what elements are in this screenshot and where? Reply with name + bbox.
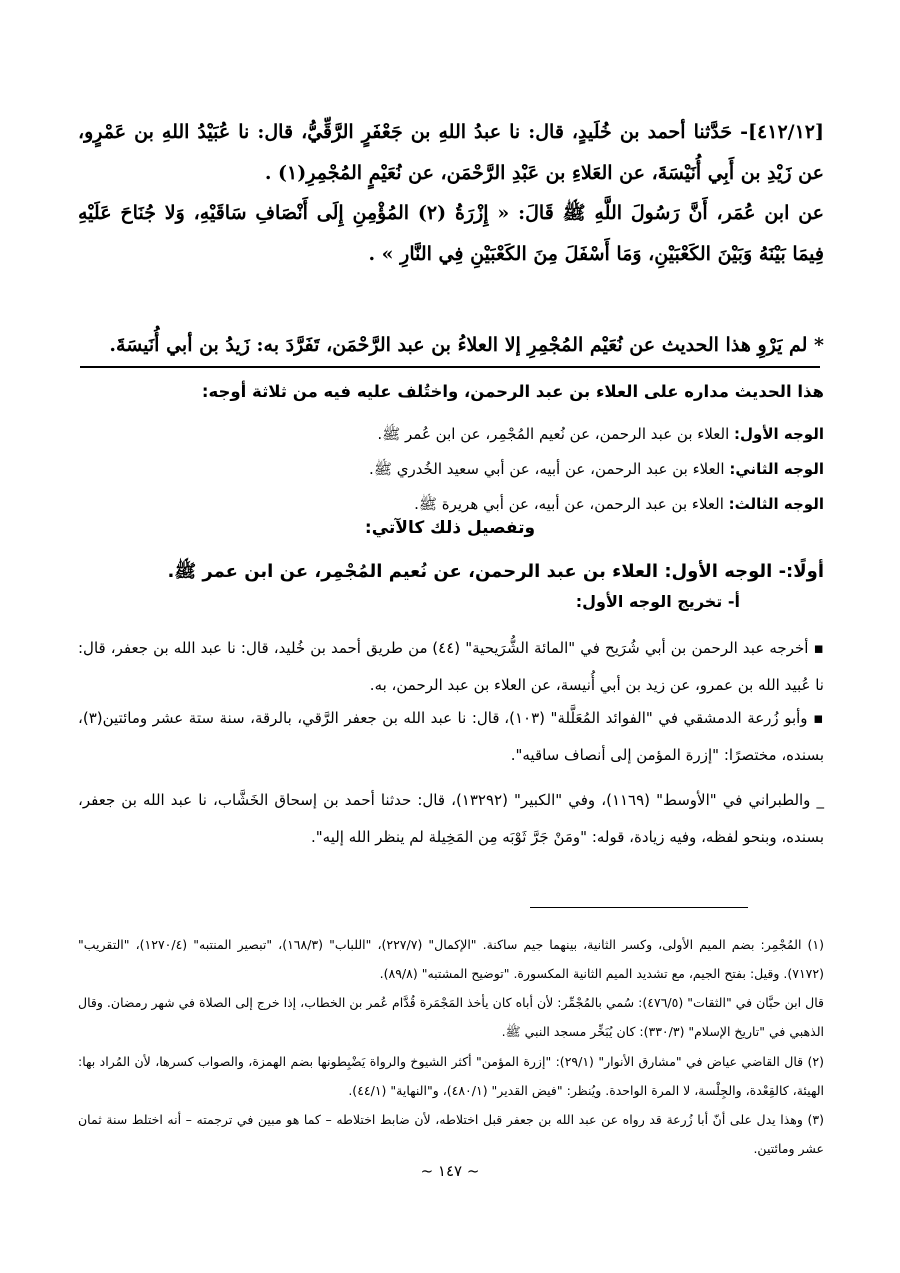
footnote-3: (٣) وهذا يدل على أنّ أبا زُرعة قد رواه عن عبد الله بن جعفر قبل اختلاطه، لأن ضابط اختلاطه – كما هو مبين في ترجمته – أنه اختلط سنة ثمان عشر ومائتين. bbox=[78, 1112, 824, 1156]
hadith-matn: عن ابن عُمَر، أَنَّ رَسُولَ اللَّهِ ﷺ قَالَ: « إِزْرَةُ (٢) المُؤْمِنِ إِلَى أَنْصَافِ سَاقَيْهِ، وَلا جُنَاحَ عَلَيْهِ فِيمَا بَيْنَهُ وَبَيْنَ الكَعْبَيْنِ، وَمَا أَسْفَلَ مِنَ الكَعْبَيْنِ فِي النَّارِ » . bbox=[78, 202, 825, 265]
footnote-1-continued: قال ابن حبَّان في "الثقات" (٤٧٦/٥): سُمي بالمُجْمِّر: لأن أباه كان يأخذ المَجْمَرة قُدَّام عُمر بن الخطاب، إذا خرج إلى الصلاة في شهر رمضان. وقال الذهبي في "تاريخ الإسلام" (٣٣٠/٣): كان يُبَخِّر مسجد النبي ﷺ. bbox=[78, 995, 824, 1039]
wajh-third-label: الوجه الثالث: bbox=[728, 495, 824, 513]
takhrij-paragraph-3: _ والطبراني في "الأوسط" (١١٦٩)، وفي "الكبير" (١٣٢٩٢)، قال: حدثنا أحمد بن إسحاق الخَشَّاب، نا عبد الله بن جعفر، بسنده، وبنحو لفظه، وفيه زيادة، قوله: "ومَنْ جَرَّ ثَوْبَه مِن المَخِيلة لم ينظر الله إليه". bbox=[78, 791, 824, 846]
wajh-second-text: العلاء بن عبد الرحمن، عن أبيه، عن أبي سعيد الخُدري ﷺ. bbox=[369, 460, 730, 478]
footnote-separator bbox=[530, 907, 748, 908]
wajh-second-label: الوجه الثاني: bbox=[729, 460, 824, 478]
wajh-third bbox=[78, 487, 824, 522]
takhrij-paragraph-1: ▪ أخرجه عبد الرحمن بن أبي شُرَيح في "المائة الشُّرَيحية" (٤٤) من طريق أحمد بن خُليد، قال: نا عبد الله بن جعفر، قال: نا عُبيد الله بن عمرو، عن زيد بن أبي أُنيسة، عن العلاء بن عبد الرحمن، به. bbox=[78, 639, 825, 694]
hadith-note: * لم يَرْوِ هذا الحديث عن نُعَيْم المُجْمِرِ إلا العلاءُ بن عبد الرَّحْمَن، تَفَرَّدَ به: زَيدُ بن أبي أُنَيسَةَ. bbox=[109, 334, 824, 356]
wajh-second bbox=[78, 452, 824, 487]
takhrij-subheading: أ- تخريج الوجه الأول: bbox=[575, 592, 740, 611]
takhrij-paragraph-2: ▪ وأبو زُرعة الدمشقي في "الفوائد المُعَلَّلة" (١٠٣)، قال: نا عبد الله بن جعفر الرَّقي، بالرقة، سنة ستة عشر ومائتين(٣)، بسنده، مختصرًا: "إزرة المؤمن إلى أنصاف ساقيه". bbox=[78, 709, 824, 764]
footnote-2: (٢) قال القاضي عياض في "مشارق الأنوار" (٢٩/١): "إزرة المؤمن" أكثر الشيوخ والرواة يَضْبِطونها بضم الهمزة، والصواب كسرها، لأن المُراد بها: الهيئة، كالقِعْدة، والجِلْسة، لا المرة الواحدة. ويُنظر: "فيض القدير" (٤٨٠/١)، و"النهاية" (٤٤/١). bbox=[78, 1054, 824, 1098]
footnote-1: (١) المُجْمِر: بضم الميم الأولى، وكسر الثانية، بينهما جيم ساكنة. "الإكمال" (٢٢٧/٧)، "اللباب" (١٦٨/٣)، "تبصير المنتبه" (١٢٧٠/٤)، "التقريب" (٧١٧٢). وقيل: بفتح الجيم، مع تشديد الميم الثانية المكسورة. "توضيح المشتبه" (٨٩/٨). bbox=[78, 937, 824, 981]
tafsil-heading: وتفصيل ذلك كالآتي: bbox=[364, 518, 536, 538]
page-number: ~ ١٤٧ ~ bbox=[420, 1162, 480, 1180]
section-divider bbox=[80, 366, 820, 368]
wajh-third-text: العلاء بن عبد الرحمن، عن أبيه، عن أبي هريرة ﷺ. bbox=[414, 495, 729, 513]
wajh-first bbox=[78, 417, 824, 452]
wajh-first-text: العلاء بن عبد الرحمن، عن نُعيم المُجْمِر، عن ابن عُمر ﷺ. bbox=[377, 425, 735, 443]
first-aspect-heading: أولًا:- الوجه الأول: العلاء بن عبد الرحمن، عن نُعيم المُجْمِر، عن ابن عمر ﷺ. bbox=[167, 561, 824, 582]
hadith-isnad: [٤١٢/١٢]- حَدَّثنا أحمد بن خُلَيدٍ، قال: نا عبدُ اللهِ بن جَعْفَرٍ الرَّقِّيُّ، قال: نا عُبَيْدُ اللهِ بن عَمْرٍو، عن زَيْدِ بن أَبِي أُنَيْسَةَ، عن العَلاءِ بن عَبْدِ الرَّحْمَن، عن نُعَيْمٍ المُجْمِرِ(١) . bbox=[78, 121, 824, 184]
section-title: هذا الحديث مداره على العلاء بن عبد الرحمن، واختُلف عليه فيه من ثلاثة أوجه: bbox=[201, 382, 824, 401]
wajh-first-label: الوجه الأول: bbox=[734, 425, 824, 443]
